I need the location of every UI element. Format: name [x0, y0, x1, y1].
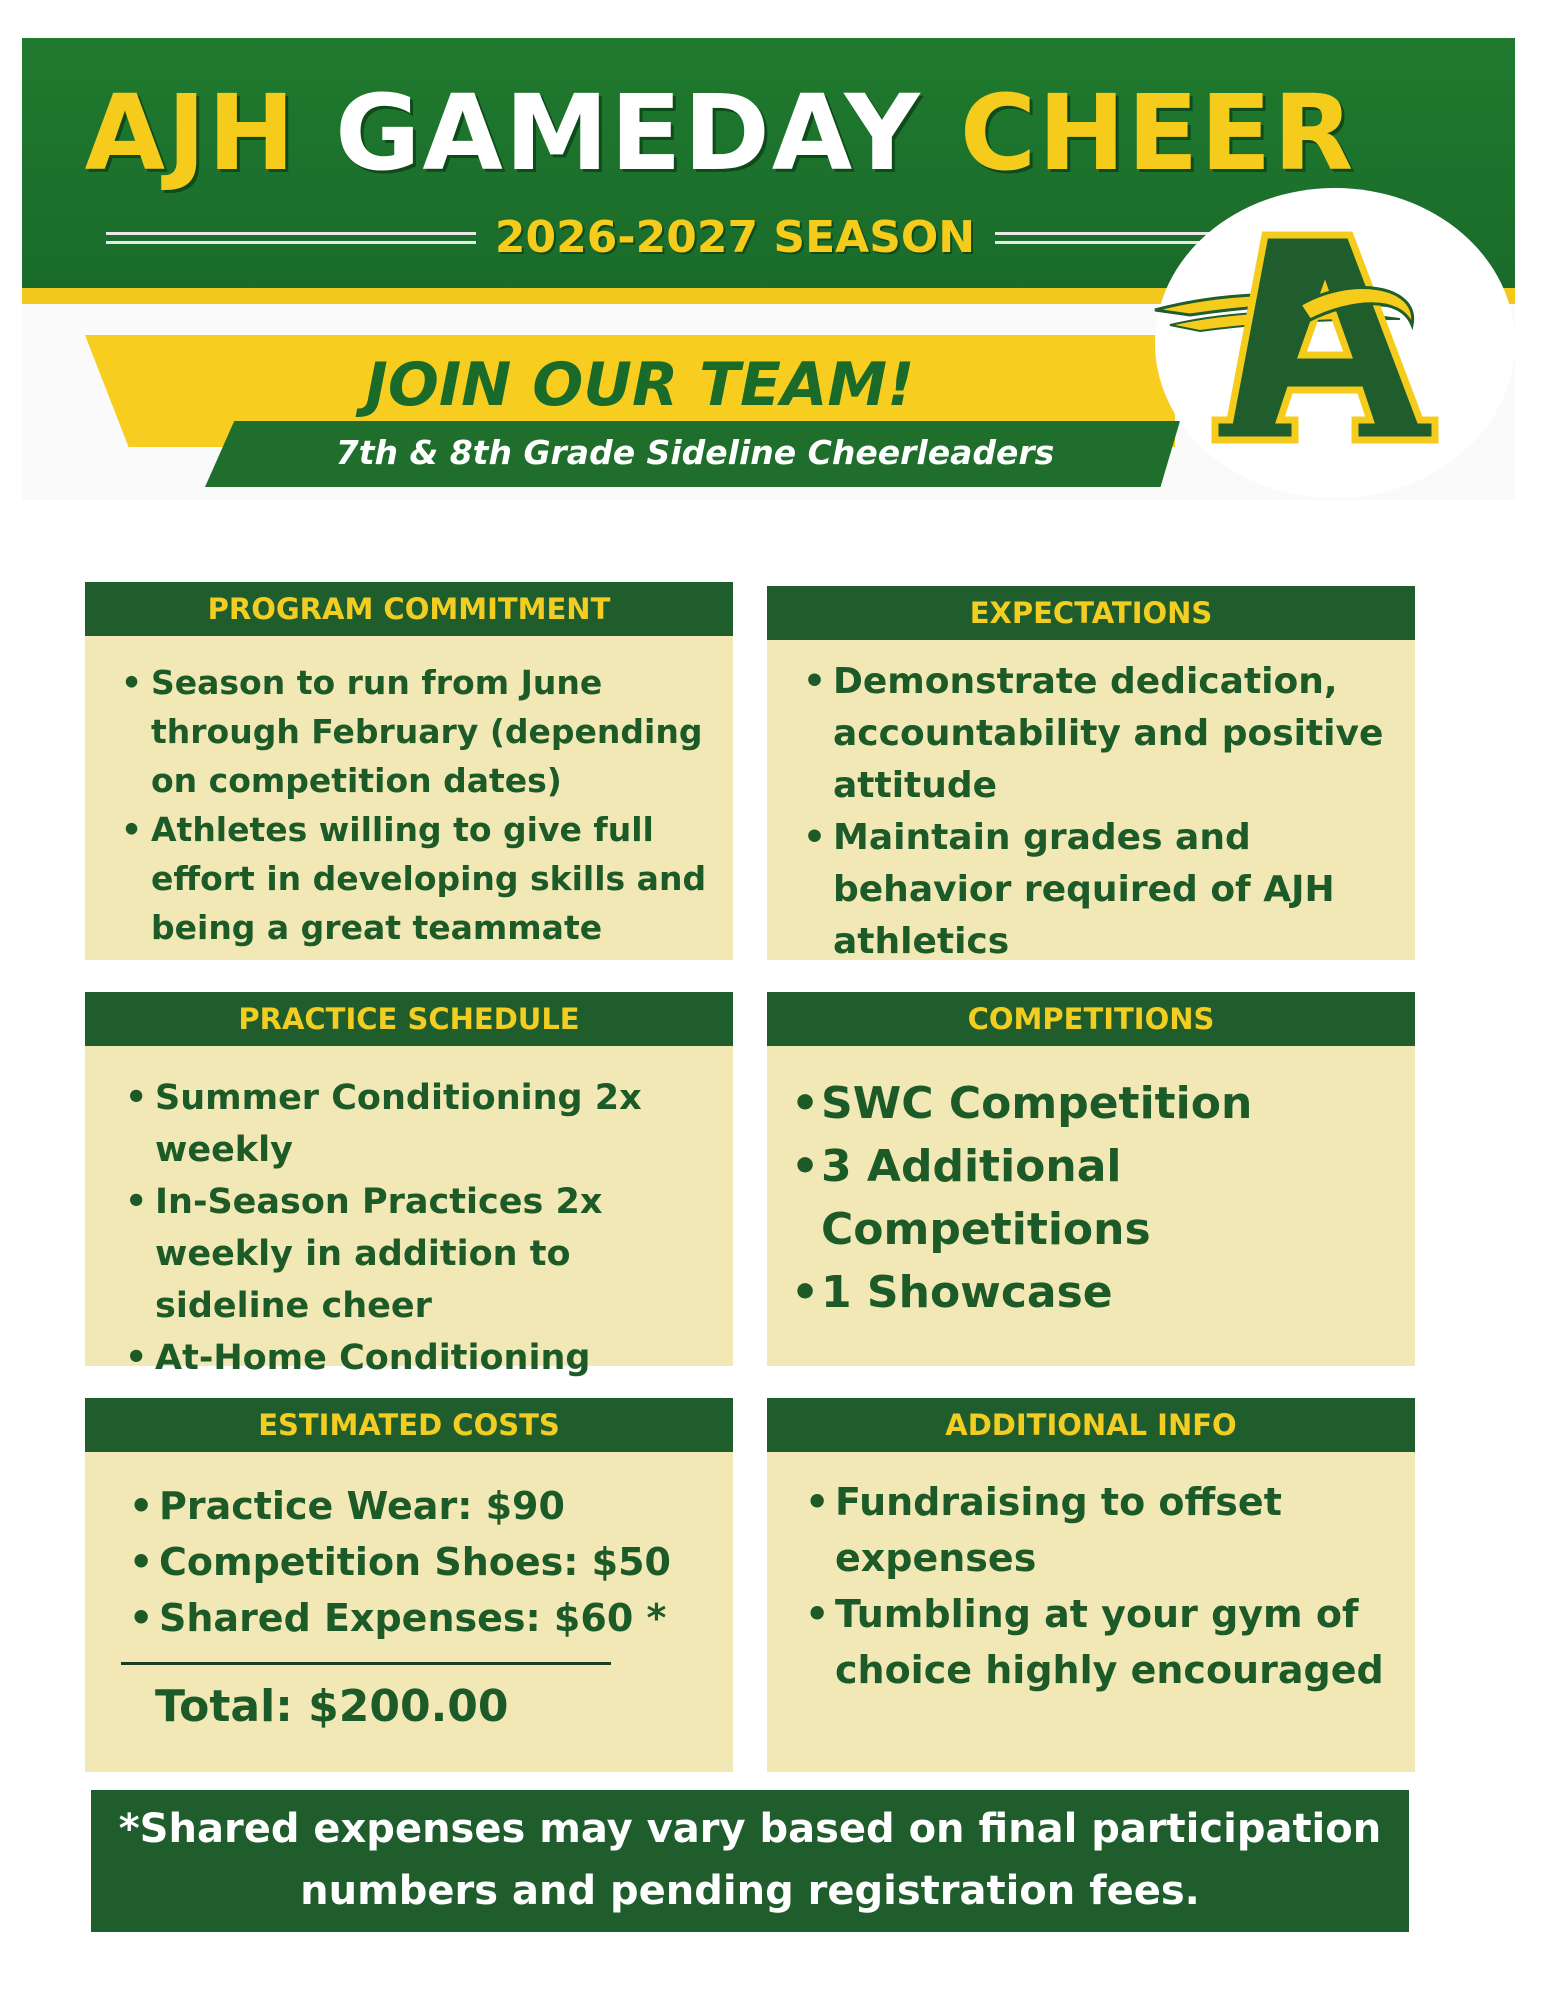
list-item-text: Demonstrate dedication, accountability and positive attitude — [833, 661, 1384, 806]
list-item — [805, 1474, 1405, 1586]
additional-list — [805, 1474, 1405, 1698]
list-item — [791, 1072, 1411, 1135]
list-item — [121, 658, 721, 805]
list-item — [791, 1261, 1411, 1324]
ribbon-subtitle: 7th & 8th Grade Sideline Cheerleaders — [335, 433, 1055, 472]
bullet-icon: • — [803, 661, 827, 702]
expectations-card — [767, 586, 1415, 960]
expectations-list — [803, 656, 1403, 968]
page-title — [0, 72, 1440, 194]
season-label: 2026-2027 SEASON — [494, 212, 976, 263]
title-ajh: AJH — [84, 72, 297, 194]
card-heading: ESTIMATED COSTS — [85, 1398, 733, 1452]
footer-note-text: *Shared expenses may vary based on final participation numbers and pending registration fees. — [118, 1806, 1382, 1914]
bullet-icon: • — [129, 1484, 154, 1528]
list-item-text: Athletes willing to give full effort in developing skills and being a great teammate — [151, 810, 707, 947]
list-item — [129, 1534, 719, 1590]
footer-note — [91, 1790, 1409, 1932]
bullet-icon: • — [791, 1141, 820, 1192]
competitions-card — [767, 992, 1415, 1366]
list-item-text: SWC Competition — [821, 1078, 1253, 1129]
bullet-icon: • — [129, 1540, 154, 1584]
list-item-text: Tumbling at your gym of choice highly encouraged — [835, 1592, 1384, 1692]
bullet-icon: • — [791, 1078, 820, 1129]
list-item-text: 1 Showcase — [821, 1267, 1113, 1318]
list-item — [125, 1332, 715, 1384]
title-cheer: CHEER — [959, 72, 1356, 194]
bullet-icon: • — [803, 817, 827, 858]
card-heading: COMPETITIONS — [767, 992, 1415, 1046]
school-logo-a-icon — [1150, 215, 1450, 455]
card-heading: EXPECTATIONS — [767, 586, 1415, 640]
list-item-text: Competition Shoes: $50 — [159, 1540, 671, 1584]
bullet-icon: • — [791, 1267, 820, 1318]
practice-schedule-card — [85, 992, 733, 1378]
bullet-icon: • — [121, 663, 143, 702]
cost-total: Total: $200.00 — [155, 1681, 509, 1732]
competitions-list — [791, 1072, 1411, 1324]
costs-list — [129, 1478, 719, 1646]
list-item — [125, 1176, 715, 1332]
bullet-icon: • — [805, 1592, 830, 1636]
list-item-text: In-Season Practices 2x weekly in addition to sideline cheer — [155, 1182, 603, 1326]
list-item-text: Maintain grades and behavior required of AJH athletics — [833, 817, 1335, 962]
estimated-costs-card — [85, 1398, 733, 1772]
list-item-text: Practice Wear: $90 — [159, 1484, 565, 1528]
list-item-text: Fundraising to offset expenses — [835, 1480, 1282, 1580]
list-item-text: At-Home Conditioning — [155, 1338, 591, 1378]
card-heading: ADDITIONAL INFO — [767, 1398, 1415, 1452]
list-item — [121, 805, 721, 952]
additional-info-card — [767, 1398, 1415, 1772]
list-item-text: 3 Additional Competitions — [821, 1141, 1151, 1255]
bullet-icon: • — [125, 1078, 148, 1118]
card-heading: PROGRAM COMMITMENT — [85, 582, 733, 636]
list-item — [791, 1135, 1411, 1261]
list-item-text: Shared Expenses: $60 * — [159, 1596, 667, 1640]
bullet-icon: • — [129, 1596, 154, 1640]
bullet-icon: • — [125, 1338, 148, 1378]
list-item — [129, 1590, 719, 1646]
bullet-icon: • — [121, 810, 143, 849]
season-divider-left — [106, 232, 476, 244]
list-item — [803, 656, 1403, 812]
list-item-text: Season to run from June through February (depending on competition dates) — [151, 663, 703, 800]
season-row — [100, 212, 1260, 268]
total-divider — [121, 1662, 611, 1665]
program-commitment-card — [85, 582, 733, 960]
program-list — [121, 658, 721, 952]
practice-list — [125, 1072, 715, 1384]
list-item — [803, 812, 1403, 968]
list-item — [805, 1586, 1405, 1698]
bullet-icon: • — [805, 1480, 830, 1524]
list-item — [129, 1478, 719, 1534]
join-title: JOIN OUR TEAM! — [365, 350, 915, 420]
list-item-text: Summer Conditioning 2x weekly — [155, 1078, 642, 1170]
list-item — [125, 1072, 715, 1176]
bullet-icon: • — [125, 1182, 148, 1222]
card-heading: PRACTICE SCHEDULE — [85, 992, 733, 1046]
title-gameday: GAMEDAY — [335, 72, 922, 194]
